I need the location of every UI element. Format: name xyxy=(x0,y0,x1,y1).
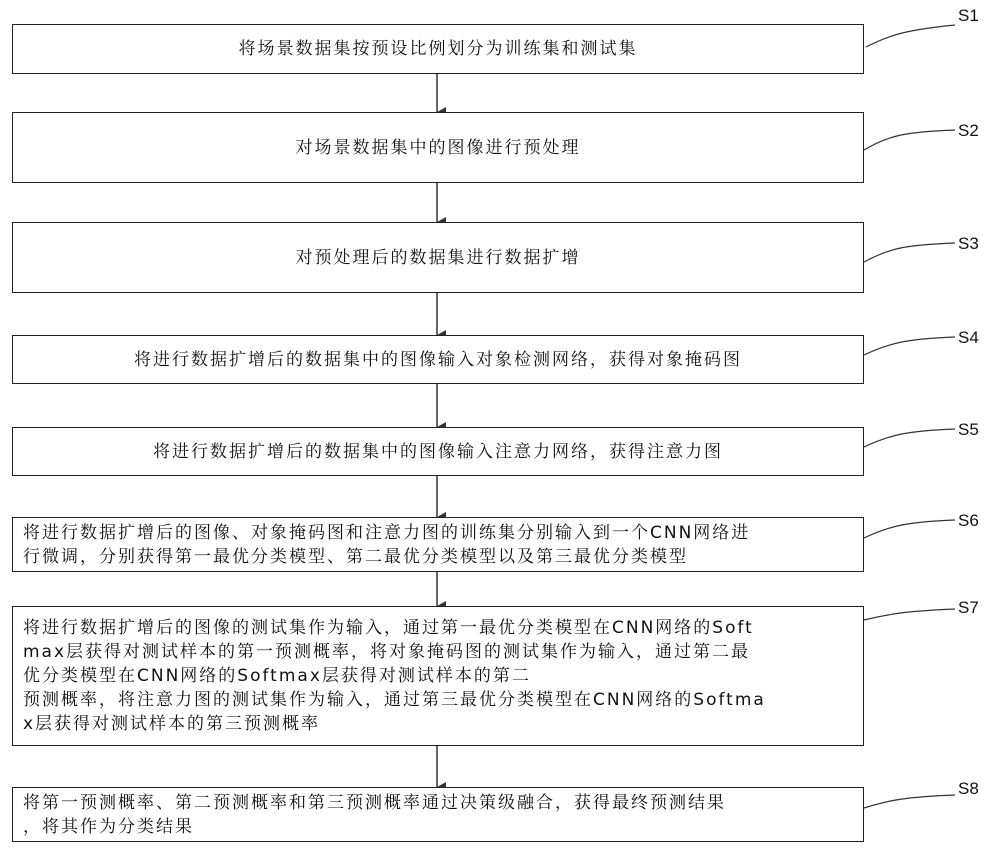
step-label-s6: S6 xyxy=(958,511,979,530)
leader-s5 xyxy=(864,429,955,447)
step-box-s8 xyxy=(12,787,864,842)
step-label-s3: S3 xyxy=(958,234,979,253)
leader-s4 xyxy=(864,337,955,355)
step-label-s7: S7 xyxy=(958,598,979,617)
leader-s7 xyxy=(864,609,955,620)
step-box-s4 xyxy=(12,335,864,384)
step-text-s2: 对场景数据集中的图像进行预处理 xyxy=(295,137,581,158)
step-box-s6 xyxy=(12,517,864,572)
step-label-s5: S5 xyxy=(958,420,979,439)
step-label-s8: S8 xyxy=(958,779,979,798)
step-label-s4: S4 xyxy=(958,328,979,347)
step-text-s4: 将进行数据扩增后的数据集中的图像输入对象检测网络，获得对象掩码图 xyxy=(134,349,742,370)
step-text-s3: 对预处理后的数据集进行数据扩增 xyxy=(295,247,581,268)
leader-s1 xyxy=(866,25,955,47)
leader-s3 xyxy=(864,243,955,262)
step-box-s2 xyxy=(12,112,864,183)
step-text-s1: 将场景数据集按预设比例划分为训练集和测试集 xyxy=(238,39,638,59)
leader-s8 xyxy=(864,795,955,808)
step-box-s3 xyxy=(12,222,864,293)
step-text-s5: 将进行数据扩增后的数据集中的图像输入注意力网络，获得注意力图 xyxy=(153,441,723,462)
leader-s6 xyxy=(864,520,955,538)
step-text-s7: 将进行数据扩增后的图像的测试集作为输入，通过第一最优分类模型在CNN网络的Soft max层获得对测试样本的第一预测概率，将对象掩码图的测试集作为输入，通过第二最 优分类模型在CNN网络的Softmax层获得对测试样本的第二 预测概率，将注意力图的测试集作为输入，通过第三最优分类模型在CNN网络的Softma x层获得对测试样本的第三预测概率 xyxy=(23,618,766,734)
step-text-s6: 将进行数据扩增后的图像、对象掩码图和注意力图的训练集分别输入到一个CNN网络进 行微调，分别获得第一最优分类模型、第二最优分类模型以及第三最优分类模型 xyxy=(23,522,751,567)
step-box-s1 xyxy=(12,24,864,74)
step-box-s7 xyxy=(12,606,864,746)
leader-s2 xyxy=(864,130,955,150)
step-label-s1: S1 xyxy=(958,6,979,25)
step-box-s5 xyxy=(12,427,864,476)
step-text-s8: 将第一预测概率、第二预测概率和第三预测概率通过决策级融合，获得最终预测结果 ，将其作为分类结果 xyxy=(23,792,726,837)
step-label-s2: S2 xyxy=(958,121,979,140)
